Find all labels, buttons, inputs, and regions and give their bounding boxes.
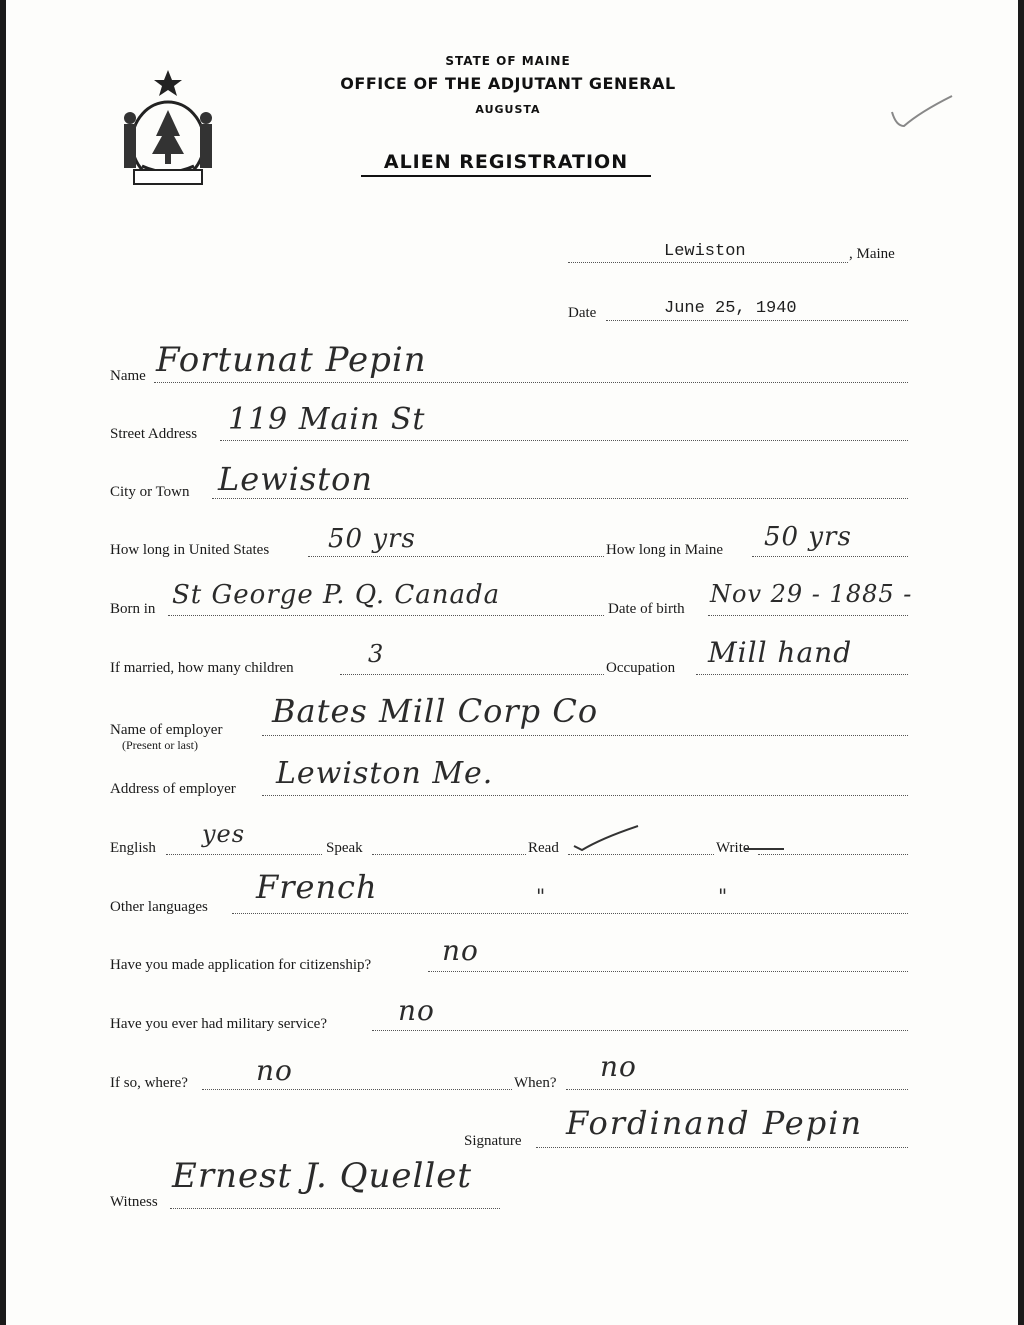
born-in-value: St George P. Q. Canada [172,580,501,610]
write-dash [744,848,784,850]
witness-value: Ernest J. Quellet [172,1156,473,1196]
place-value: Lewiston [664,242,746,261]
birth-date-value: Nov 29 - 1885 - [710,580,913,608]
where-label: If so, where? [110,1075,188,1091]
write-label: Write [716,840,750,856]
children-value: 3 [368,640,385,668]
street-address-value: 119 Main St [228,402,426,437]
born-in-label: Born in [110,601,156,617]
speak-label: Speak [326,840,363,856]
date-label: Date [568,305,597,321]
english-value: yes [202,820,246,848]
office-heading: OFFICE OF THE ADJUTANT GENERAL [340,74,676,93]
military-value: no [398,994,435,1027]
english-label: English [110,840,156,856]
read-label: Read [528,840,559,856]
employer-sublabel: (Present or last) [122,738,198,752]
name-value: Fortunat Pepin [156,340,427,380]
employer-address-value: Lewiston Me. [276,756,494,791]
other-languages-ditto-1: " [536,884,547,908]
maine-years-label: How long in Maine [606,542,724,558]
city-heading: AUGUSTA [475,103,541,116]
when-value: no [600,1050,637,1083]
city-value: Lewiston [218,460,373,498]
check-mark-icon [886,92,956,137]
children-label: If married, how many children [110,660,294,676]
when-label: When? [514,1075,557,1091]
us-years-label: How long in United States [110,542,270,558]
place-suffix: , Maine [849,246,895,262]
read-check-icon [572,824,642,857]
employer-label: Name of employer [110,722,223,738]
registration-form-sheet [6,0,1018,1325]
street-address-label: Street Address [110,426,198,442]
birth-date-label: Date of birth [608,601,685,617]
maine-years-value: 50 yrs [764,522,852,552]
us-years-value: 50 yrs [328,524,416,554]
name-label: Name [110,368,146,384]
citizenship-value: no [442,934,479,967]
occupation-value: Mill hand [708,636,853,669]
witness-label: Witness [110,1194,158,1210]
citizenship-label: Have you made application for citizenship? [110,957,372,973]
other-languages-label: Other languages [110,899,208,915]
where-value: no [256,1054,293,1087]
maine-state-seal-icon [112,66,224,190]
city-label: City or Town [110,484,190,500]
signature-label: Signature [464,1133,522,1149]
employer-address-label: Address of employer [110,781,236,797]
signature-value: Fordinand Pepin [566,1104,864,1142]
employer-value: Bates Mill Corp Co [272,692,599,730]
occupation-label: Occupation [606,660,676,676]
date-value: June 25, 1940 [664,299,797,318]
form-title: ALIEN REGISTRATION [361,151,651,177]
military-label: Have you ever had military service? [110,1016,327,1032]
other-languages-ditto-2: " [718,884,729,908]
state-heading: STATE OF MAINE [445,54,571,68]
other-languages-value: French [256,868,378,906]
